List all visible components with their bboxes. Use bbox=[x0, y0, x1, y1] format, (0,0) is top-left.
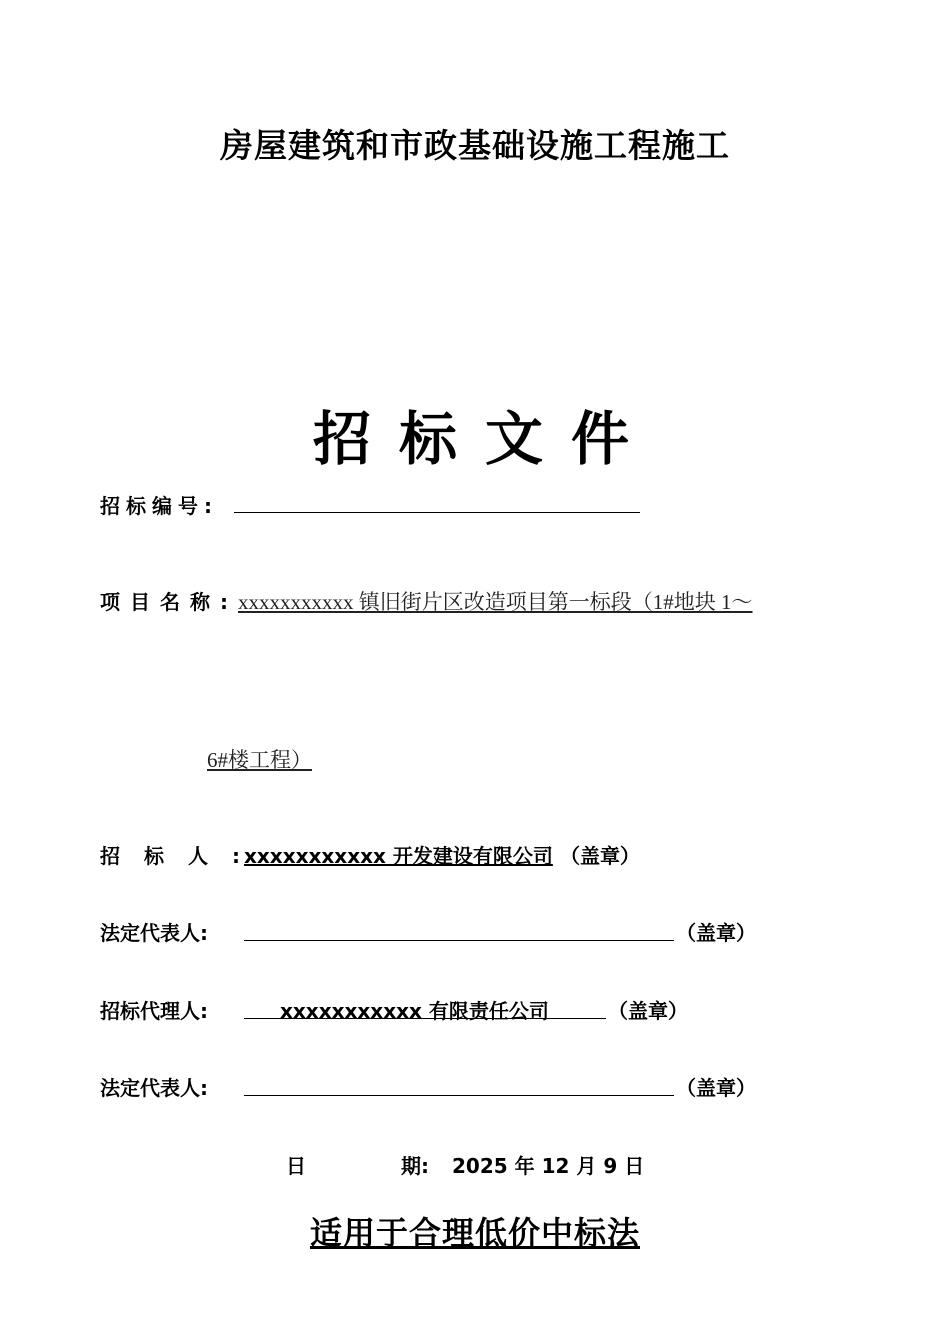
agent-rep-label: 法定代表人: bbox=[100, 1076, 208, 1100]
date-label-qi: 期: bbox=[401, 1154, 429, 1178]
date-label-ri: 日 bbox=[286, 1154, 306, 1178]
document-title: 招标文件 bbox=[312, 405, 657, 473]
tenderer-seal: （盖章） bbox=[560, 844, 640, 868]
bid-number-blank-line bbox=[234, 512, 640, 513]
tenderer-rep-label: 法定代表人: bbox=[100, 921, 208, 945]
agent-rep-seal: （盖章） bbox=[676, 1076, 756, 1100]
agent-rep-blank-line bbox=[244, 1095, 674, 1096]
date-value: 2025 年 12 月 9 日 bbox=[452, 1154, 645, 1178]
project-name-label: 项目名称: bbox=[100, 590, 238, 614]
agent-company: xxxxxxxxxxx 有限责任公司 bbox=[280, 999, 549, 1023]
agent-label: 招标代理人: bbox=[100, 999, 208, 1023]
tenderer-company: xxxxxxxxxxx 开发建设有限公司 bbox=[244, 844, 553, 868]
tenderer-label: 招标人: bbox=[100, 844, 264, 868]
tenderer-rep-seal: （盖章） bbox=[676, 921, 756, 945]
evaluation-method bbox=[0, 1208, 950, 1254]
evaluation-method-text: 适用于合理低价中标法 bbox=[309, 1214, 640, 1252]
bid-number-label: 招标编号: bbox=[100, 494, 218, 518]
tenderer-rep-blank-line bbox=[244, 940, 674, 941]
document-subtitle: 房屋建筑和市政基础设施工程施工 bbox=[220, 126, 730, 165]
project-name-line1: xxxxxxxxxxx 镇旧街片区改造项目第一标段（1#地块 1～ bbox=[238, 590, 753, 614]
agent-seal: （盖章） bbox=[608, 999, 688, 1023]
project-name-line2: 6#楼工程） bbox=[207, 748, 312, 772]
